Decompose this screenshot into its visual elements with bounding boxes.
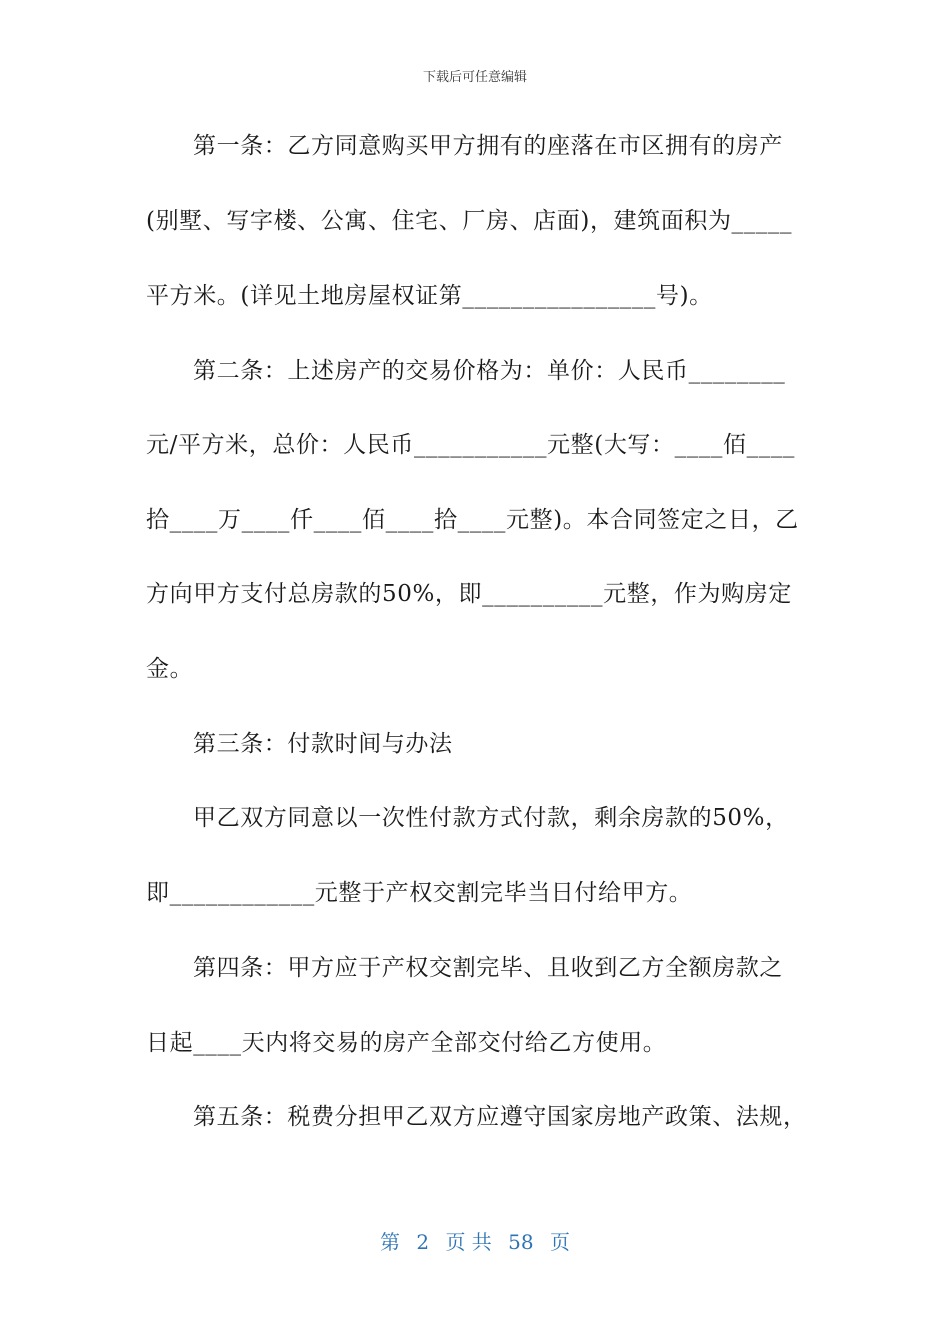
text-line: 金。 (146, 656, 194, 682)
text-line: 第五条：税费分担甲乙双方应遵守国家房地产政策、法规， (193, 1104, 807, 1130)
text-line: 第四条：甲方应于产权交割完毕、且收到乙方全额房款之 (193, 955, 783, 981)
page-number-total: 58 (508, 1230, 534, 1254)
page-number-current: 2 (416, 1230, 430, 1254)
text-line: 甲乙双方同意以一次性付款方式付款，剩余房款的50%， (193, 805, 789, 831)
text-line: 第三条：付款时间与办法 (193, 731, 453, 757)
page-number-footer (0, 1226, 950, 1255)
text-line: 第二条：上述房产的交易价格为：单价：人民币________ (193, 358, 786, 384)
page-header-note: 下载后可任意编辑 (422, 70, 527, 85)
page-number-middle: 页 共 (445, 1230, 492, 1254)
text-line: 第一条：乙方同意购买甲方拥有的座落在市区拥有的房产 (193, 133, 783, 159)
text-line: (别墅、写字楼、公寓、住宅、厂房、店面)，建筑面积为_____ (146, 208, 793, 234)
text-line: 元/平方米，总价：人民币___________元整(大写：____佰____ (146, 432, 796, 458)
text-line: 拾____万____仟____佰____拾____元整)。本合同签定之日，乙 (146, 507, 799, 533)
page-number-suffix: 页 (549, 1230, 570, 1254)
page-number-prefix: 第 (380, 1230, 400, 1254)
text-line: 平方米。(详见土地房屋权证第________________号)。 (146, 283, 713, 309)
text-line: 日起____天内将交易的房产全部交付给乙方使用。 (146, 1030, 667, 1056)
text-line: 即____________元整于产权交割完毕当日付给甲方。 (146, 880, 693, 906)
text-line: 方向甲方支付总房款的50%，即__________元整，作为购房定 (146, 581, 792, 607)
